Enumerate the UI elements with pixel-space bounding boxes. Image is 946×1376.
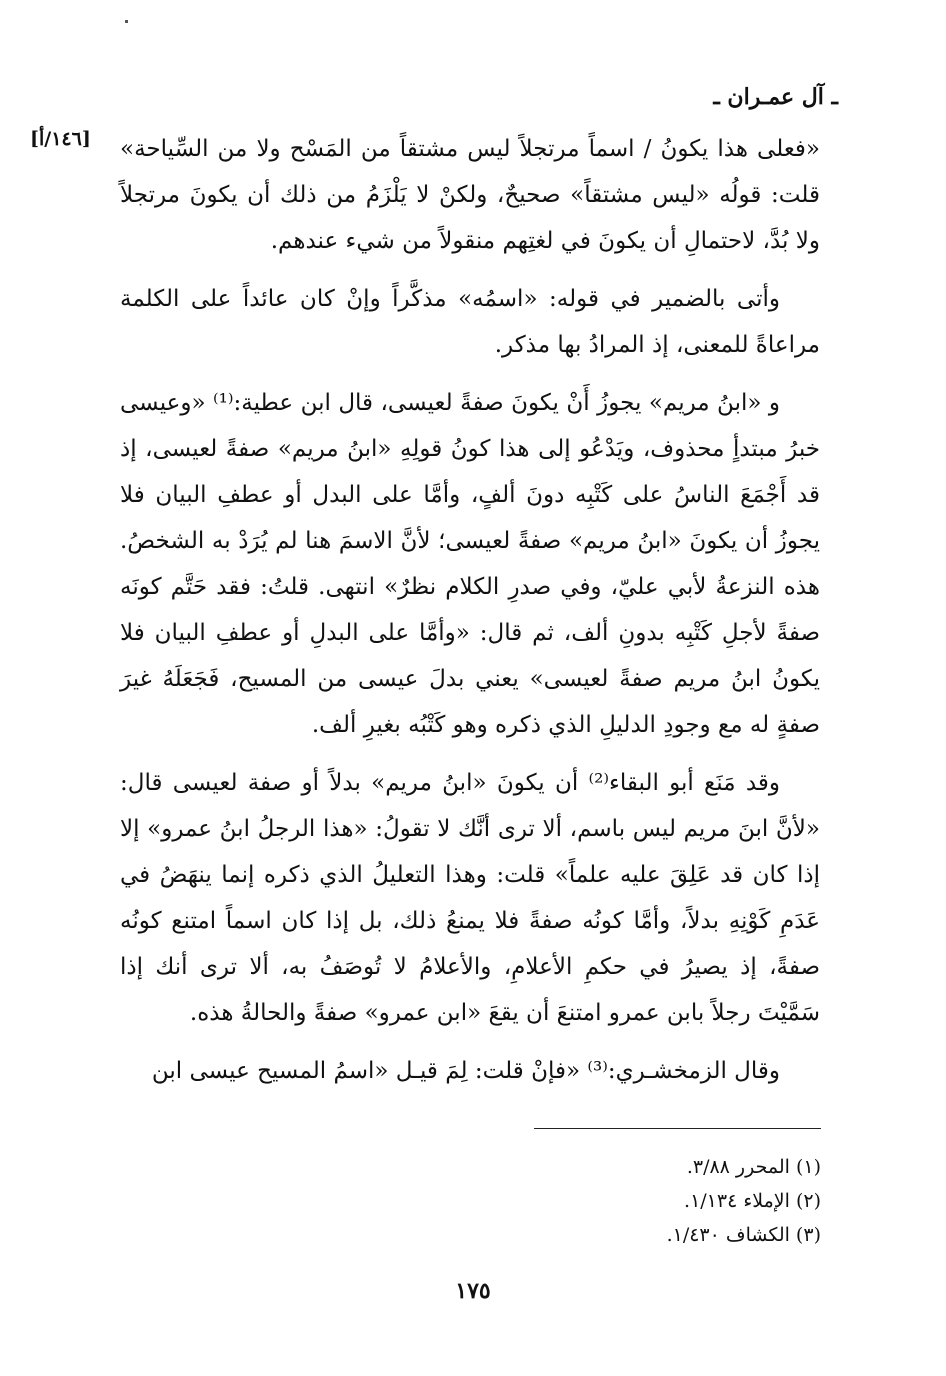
page-number: ١٧٥ <box>455 1278 491 1304</box>
margin-folio-reference: [١٤٦/أ] <box>30 128 91 150</box>
footnote-1: (١) المحرر ٣/٨٨. <box>686 1156 821 1178</box>
footnotes <box>221 1150 821 1252</box>
paragraph-3: و «ابنُ مريم» يجوزُ أَنْ يكونَ صفةً لعيسى، قال ابن عطية:⁽¹⁾ «وعيسى خبرُ مبتدأٍ محذوف، ويَدْعُو إلى هذا كونُ قولِهِ «ابنُ مريم» صفةً لعيسى، إذ قد أَجْمَعَ الناسُ على كَتْبِه دونَ ألفٍ، وأمَّا على البدل أو عطفِ البيان فلا يجوزُ أن يكونَ «ابنُ مريم» صفةً لعيسى؛ لأنَّ الاسمَ هنا لم يُرَدْ به الشخصُ. هذه النزعةُ لأبي عليّ، وفي صدرِ الكلام نظرٌ» انتهى. قلتُ: فقد حَتَّم كونَه صفةً لأجلِ كَتْبِه بدونِ ألف، ثم قال: «وأمَّا على البدلِ أو عطفِ البيان فلا يكونُ ابنُ مريم صفةً لعيسى» يعني بدلَ عيسى من المسيح، فَجَعَلَهُ غيرَ صفةٍ له مع وجودِ الدليلِ الذي ذكره وهو كَتْبُه بغيرِ ألف. <box>120 390 820 738</box>
paragraph-5: وقال الزمخشـري:⁽³⁾ «فإنْ قلت: لِمَ قيـل «اسمُ المسيح عيسى ابن <box>151 1058 780 1084</box>
scan-speck <box>125 20 128 23</box>
paragraph-1: «فعلى هذا يكونُ / اسماً مرتجلاً ليس مشتقاً من المَسْح ولا من السِّياحة» قلت: قولُه «ليس مشتقاً» صحيحٌ، ولكنْ لا يَلْزَمُ من ذلك أن يكونَ مرتجلاً ولا بُدَّ، لاحتمالِ أن يكونَ في لغتِهم منقولاً من شيء عندهم. <box>120 136 820 254</box>
paragraph-2: وأتى بالضمير في قوله: «اسمُه» مذكَّراً وإنْ كان عائداً على الكلمة مراعاةً للمعنى، إذ المرادُ بها مذكر. <box>120 286 820 358</box>
running-header: ـ آل عمـران ـ <box>713 84 838 110</box>
main-text <box>120 126 820 1106</box>
footnote-2: (٢) الإملاء ١/١٣٤. <box>684 1190 821 1212</box>
footnote-3: (٣) الكشاف ١/٤٣٠. <box>666 1224 821 1246</box>
paragraph-4: وقد مَنَع أبو البقاء⁽²⁾ أن يكونَ «ابنُ مريم» بدلاً أو صفة لعيسى قال: «لأنَّ ابنَ مريم ليس باسم، ألا ترى أنَّك لا تقولُ: «هذا الرجلُ ابنُ عمرو» إلا إذا كان قد عَلِقَ عليه علماً» قلت: وهذا التعليلُ الذي ذكره إنما ينهَضُ في عَدَمِ كَوْنِهِ بدلاً، وأمَّا كونُه صفةً فلا يمنعُ ذلك، بل إذا كان اسماً امتنع كونُه صفةً، إذ يصيرُ في حكمِ الأعلامِ، والأعلامُ لا تُوصَفُ به، ألا ترى أنك إذا سَمَّيْتَ رجلاً بابن عمرو امتنعَ أن يقعَ «ابن عمرو» صفةً والحالةُ هذه. <box>120 770 820 1026</box>
footnote-separator <box>534 1128 821 1129</box>
